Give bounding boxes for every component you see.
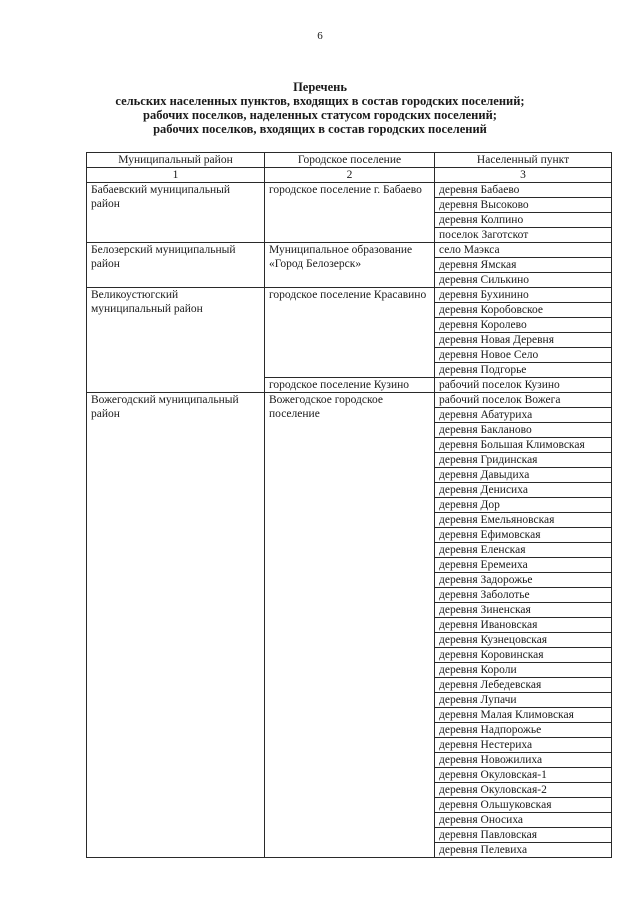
locality-cell: деревня Зиненская [435,603,612,618]
locality-cell: деревня Малая Климовская [435,708,612,723]
settlement-cell: Муниципальное образование «Город Белозерск» [265,243,435,288]
locality-cell: деревня Давыдиха [435,468,612,483]
locality-cell: деревня Павловская [435,828,612,843]
title-line: рабочих поселков, входящих в состав городских поселений [153,122,487,136]
locality-cell: рабочий поселок Вожега [435,393,612,408]
locality-cell: деревня Задорожье [435,573,612,588]
title-line: Перечень [293,80,347,94]
locality-cell: деревня Оносиха [435,813,612,828]
table-row [87,183,612,198]
district-cell: Великоустюгский муниципальный район [87,288,265,393]
locality-cell: деревня Ольшуковская [435,798,612,813]
locality-cell: деревня Еремеиха [435,558,612,573]
locality-cell: деревня Ямская [435,258,612,273]
locality-cell: деревня Коробовское [435,303,612,318]
table-row [87,288,612,303]
column-number: 2 [265,168,435,183]
district-cell: Белозерский муниципальный район [87,243,265,288]
locality-cell: деревня Окуловская-2 [435,783,612,798]
locality-cell: деревня Гридинская [435,453,612,468]
locality-cell: деревня Большая Климовская [435,438,612,453]
locality-cell: деревня Высоково [435,198,612,213]
locality-cell: деревня Подгорье [435,363,612,378]
locality-cell: деревня Нестериха [435,738,612,753]
locality-cell: деревня Пелевиха [435,843,612,858]
locality-cell: деревня Силькино [435,273,612,288]
locality-cell: деревня Ефимовская [435,528,612,543]
locality-cell: рабочий поселок Кузино [435,378,612,393]
locality-cell: деревня Абатуриха [435,408,612,423]
locality-cell: деревня Коровинская [435,648,612,663]
locality-cell: деревня Денисиха [435,483,612,498]
locality-cell: поселок Заготскот [435,228,612,243]
locality-cell: деревня Заболотье [435,588,612,603]
locality-cell: деревня Новожилиха [435,753,612,768]
locality-cell: деревня Дор [435,498,612,513]
locality-cell: деревня Лупачи [435,693,612,708]
settlement-cell: городское поселение г. Бабаево [265,183,435,243]
locality-cell: деревня Королево [435,318,612,333]
table-row [87,393,612,408]
header-number-row [87,168,612,183]
settlements-table [86,152,612,858]
locality-cell: деревня Короли [435,663,612,678]
column-header: Городское поселение [265,153,435,168]
locality-cell: деревня Кузнецовская [435,633,612,648]
locality-cell: деревня Новая Деревня [435,333,612,348]
title-line: сельских населенных пунктов, входящих в состав городских поселений; [115,94,525,108]
column-number: 3 [435,168,612,183]
locality-cell: деревня Емельяновская [435,513,612,528]
column-header: Населенный пункт [435,153,612,168]
locality-cell: деревня Лебедевская [435,678,612,693]
header-row [87,153,612,168]
document-title [0,80,640,136]
locality-cell: деревня Окуловская-1 [435,768,612,783]
settlement-cell: городское поселение Красавино [265,288,435,378]
locality-cell: деревня Бакланово [435,423,612,438]
locality-cell: деревня Новое Село [435,348,612,363]
district-cell: Вожегодский муниципальный район [87,393,265,858]
table-row [87,243,612,258]
title-line: рабочих поселков, наделенных статусом городских поселений; [143,108,497,122]
locality-cell: деревня Бабаево [435,183,612,198]
district-cell: Бабаевский муниципальный район [87,183,265,243]
column-number: 1 [87,168,265,183]
locality-cell: деревня Бухинино [435,288,612,303]
settlement-cell: Вожегодское городское поселение [265,393,435,858]
locality-cell: деревня Надпорожье [435,723,612,738]
locality-cell: село Маэкса [435,243,612,258]
locality-cell: деревня Колпино [435,213,612,228]
locality-cell: деревня Ивановская [435,618,612,633]
page-number: 6 [317,30,323,42]
locality-cell: деревня Еленская [435,543,612,558]
column-header: Муниципальный район [87,153,265,168]
settlement-cell: городское поселение Кузино [265,378,435,393]
